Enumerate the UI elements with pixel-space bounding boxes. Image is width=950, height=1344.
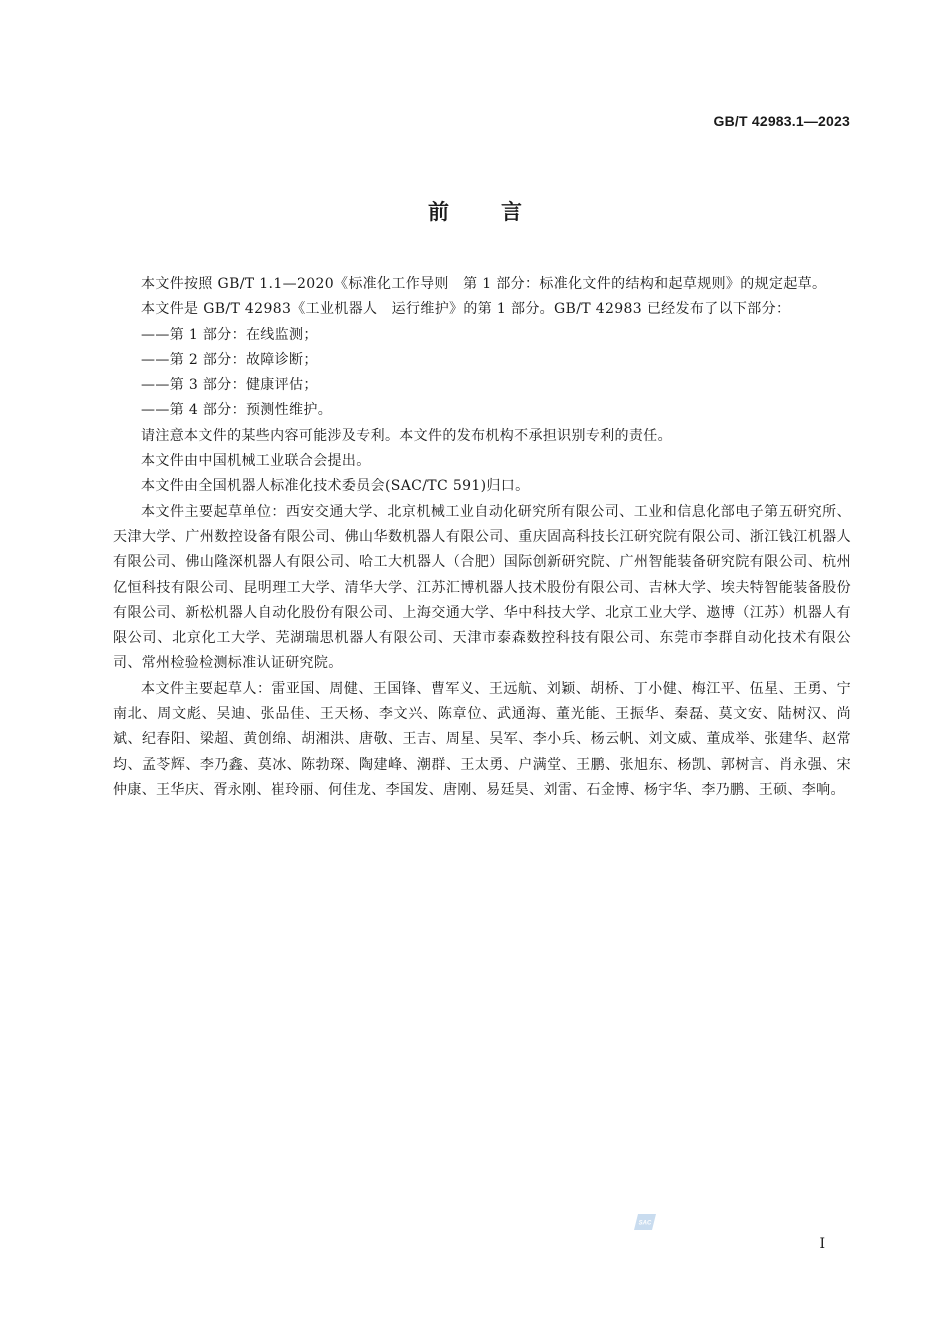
paragraph-proposer: 本文件由中国机械工业联合会提出。 [141,453,371,470]
list-item-part-4: ——第 4 部分：预测性维护。 [141,402,333,419]
foreword-content [113,272,851,803]
list-item-part-3: ——第 3 部分：健康评估； [141,377,318,394]
paragraph-patent-notice: 请注意本文件的某些内容可能涉及专利。本文件的发布机构不承担识别专利的责任。 [141,427,672,444]
sac-watermark-logo [632,1212,658,1232]
paragraph-drafting-rules: 本文件按照 GB/T 1.1—2020《标准化工作导则 第 1 部分：标准化文件的结构和起草规则》的规定起草。 [141,276,827,292]
page-title: 前言 [428,200,574,224]
standard-code: GB/T 42983.1—2023 [713,113,850,129]
list-item-part-1: ——第 1 部分：在线监测； [141,326,318,343]
paragraph-drafting-units: 本文件主要起草单位：西安交通大学、北京机械工业自动化研究所有限公司、工业和信息化部电子第五研究所、天津大学、广州数控设备有限公司、佛山华数机器人有限公司、重庆固高科技长江研究院有限公司、浙江钱江机器人有限公司、佛山隆深机器人有限公司、哈工大机器人（合肥）国际创新研究院、广州智能装备研究院有限公司、杭州亿恒科技有限公司、昆明理工大学、清华大学、江苏汇博机器人技术股份有限公司、吉林大学、埃夫特智能装备股份有限公司、新松机器人自动化股份有限公司、上海交通大学、华中科技大学、北京工业大学、遨博（江苏）机器人有限公司、北京化工大学、芜湖瑞思机器人有限公司、天津市泰森数控科技有限公司、东莞市李群自动化技术有限公司、常州检验检测标准认证研究院。 [113,503,851,672]
paragraph-committee: 本文件由全国机器人标准化技术委员会(SAC/TC 591)归口。 [141,478,530,495]
page-number: I [819,1236,825,1252]
list-item-part-2: ——第 2 部分：故障诊断； [141,351,318,368]
watermark-text: SAC [638,1220,652,1227]
paragraph-drafters: 本文件主要起草人：雷亚国、周健、王国锋、曹军义、王远航、刘颖、胡桥、丁小健、梅江平、伍星、王勇、宁南北、周文彪、吴迪、张品佳、王天杨、李文兴、陈章位、武通海、董光能、王振华、秦磊、莫文安、陆树汉、尚斌、纪春阳、梁超、黄创绵、胡湘洪、唐敬、王吉、周星、吴军、李小兵、杨云帆、刘文威、董成举、张建华、赵常均、孟苓辉、李乃鑫、莫冰、陈勃琛、陶建峰、潮群、王太勇、户满堂、王鹏、张旭东、杨凯、郭树言、肖永强、宋仲康、王华庆、胥永刚、崔玲丽、何佳龙、李国发、唐刚、易廷昊、刘雷、石金博、杨宇华、李乃鹏、王硕、李响。 [113,680,851,798]
paragraph-part-intro: 本文件是 GB/T 42983《工业机器人 运行维护》的第 1 部分。GB/T 42983 已经发布了以下部分： [141,301,791,318]
